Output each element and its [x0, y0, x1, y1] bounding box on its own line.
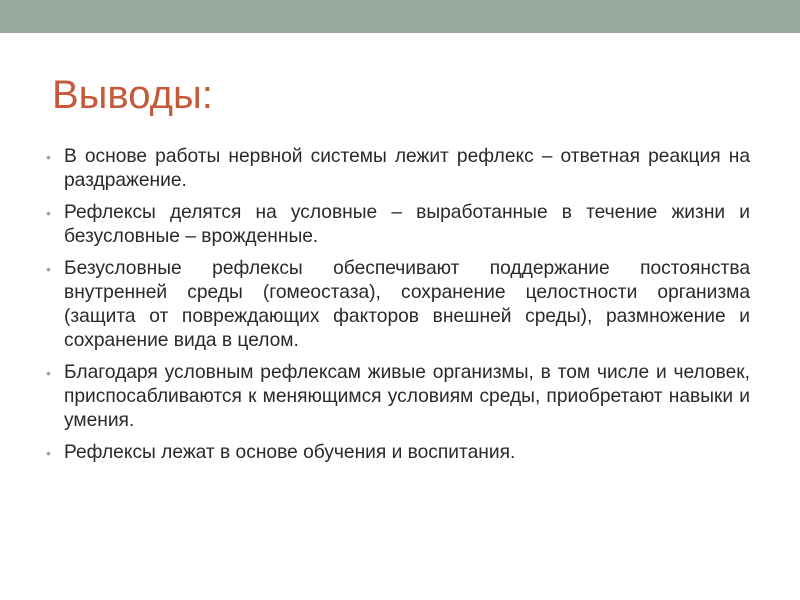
- bullet-list: [45, 145, 750, 473]
- bullet-text: В основе работы нервной системы лежит рефлекс – ответная реакция на раздражение.: [64, 146, 750, 191]
- bullet-item: [45, 257, 750, 353]
- bullet-icon: •: [46, 445, 51, 461]
- bullet-icon: •: [46, 149, 51, 165]
- bullet-text: Благодаря условным рефлексам живые организмы, в том числе и человек, приспосабливаются к меняющимся условиям среды, приобретают навыки и умения.: [64, 362, 750, 431]
- bullet-text: Безусловные рефлексы обеспечивают поддержание постоянства внутренней среды (гомеостаза), сохранение целостности организма (защита от повреждающих факторов внешней среды), размножение и сохранение вида в целом.: [64, 258, 750, 351]
- bullet-icon: •: [46, 261, 51, 277]
- bullet-item: [45, 201, 750, 249]
- bullet-icon: •: [46, 205, 51, 221]
- bullet-icon: •: [46, 365, 51, 381]
- bullet-item: [45, 361, 750, 433]
- slide-title: Выводы:: [52, 73, 213, 117]
- bullet-text: Рефлексы лежат в основе обучения и воспитания.: [64, 442, 516, 463]
- bullet-text: Рефлексы делятся на условные – выработанные в течение жизни и безусловные – врожденные.: [64, 202, 750, 247]
- bullet-item: [45, 441, 750, 465]
- top-accent-bar: [0, 0, 800, 33]
- bullet-item: [45, 145, 750, 193]
